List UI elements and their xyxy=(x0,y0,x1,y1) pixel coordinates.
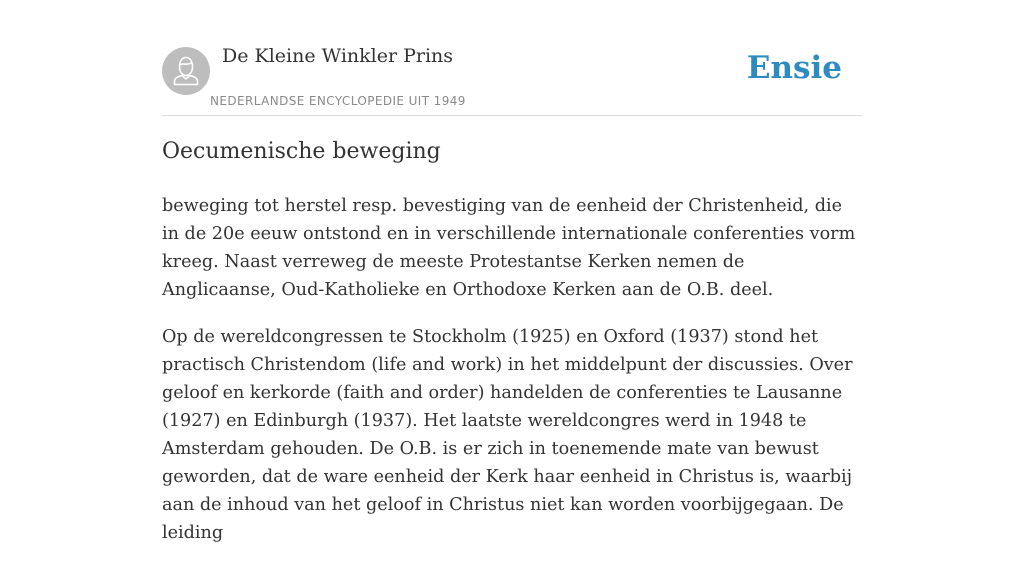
site-header xyxy=(162,0,862,116)
user-icon[interactable] xyxy=(162,47,210,95)
article-body xyxy=(162,192,862,566)
article-title: Oecumenische beweging xyxy=(162,139,441,164)
site-name-link[interactable]: De Kleine Winkler Prins xyxy=(222,45,454,67)
content-container xyxy=(162,0,862,543)
article-paragraph: Op de wereldcongressen te Stockholm (1925) en Oxford (1937) stond het practisch Christendom (life and work) in het middelpunt der discussies. Over geloof en kerkorde (faith and order) handelden de conferenties te Lausanne (1927) en Edinburgh (1937). Het laatste wereldcongres werd in 1948 te Amsterdam gehouden. De O.B. is er zich in toenemende mate van bewust geworden, dat de ware eenheid der Kerk haar eenheid in Christus is, waarbij aan de inhoud van het geloof in Christus niet kan worden voorbijgegaan. De leiding xyxy=(162,327,853,543)
article-paragraph: beweging tot herstel resp. bevestiging van de eenheid der Christenheid, die in de 20e eeuw ontstond en in verschillende internationale conferenties vorm kreeg. Naast verreweg de meeste Protestantse Kerken nemen de Anglicaanse, Oud-Katholieke en Orthodoxe Kerken aan de O.B. deel. xyxy=(162,196,856,300)
site-subtitle: NEDERLANDSE ENCYCLOPEDIE UIT 1949 xyxy=(210,94,466,108)
ensie-logo-link[interactable]: Ensie xyxy=(746,50,842,86)
